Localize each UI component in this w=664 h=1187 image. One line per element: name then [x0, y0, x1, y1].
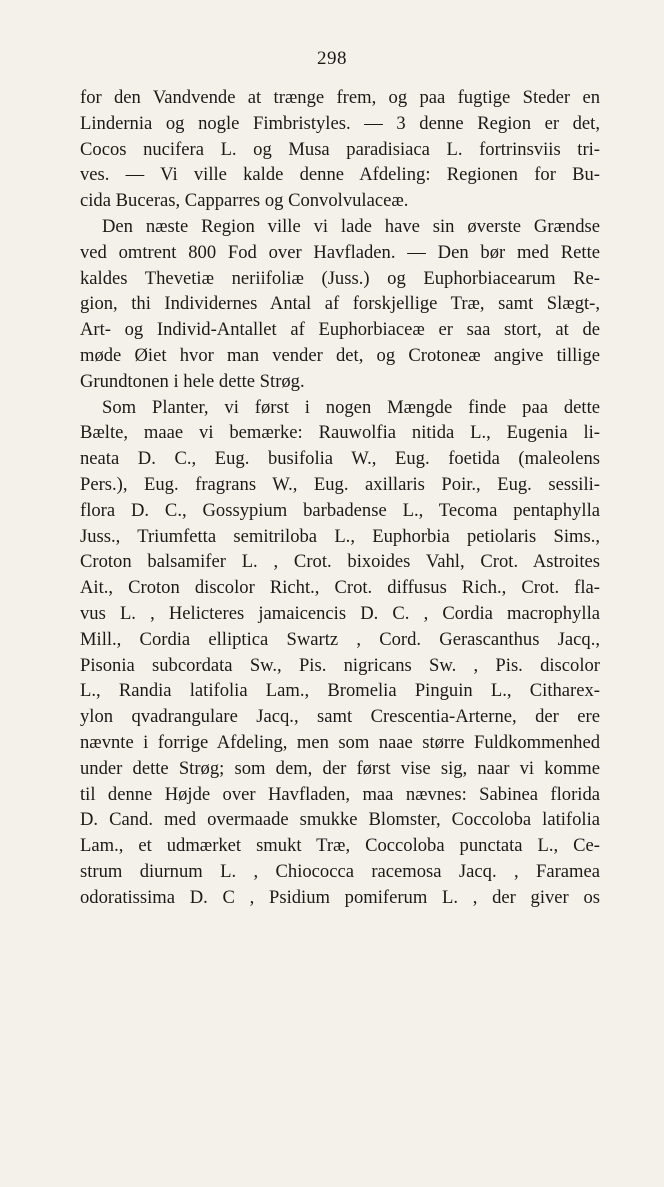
page-number: 298 [317, 48, 347, 69]
text-line: Ait., Croton discolor Richt., Crot. diffusus Rich., Crot. fla- [80, 577, 600, 599]
text-line: ylon qvadrangulare Jacq., samt Crescentia-Arterne, der ere [80, 706, 600, 728]
text-line: vus L. , Helicteres jamaicencis D. C. , Cordia macrophylla [80, 602, 600, 624]
text-line: Pers.), Eug. fragrans W., Eug. axillaris Poir., Eug. sessili- [80, 473, 600, 495]
text-line: Juss., Triumfetta semitriloba L., Euphorbia petiolaris Sims., [80, 525, 600, 547]
text-line: odoratissima D. C , Psidium pomiferum L. , der giver os [80, 886, 600, 908]
text-line: under dette Strøg; som dem, der først vise sig, naar vi komme [80, 757, 600, 779]
text-line: cida Buceras, Capparres og Convolvulaceæ. [80, 190, 409, 212]
text-line: til denne Højde over Havfladen, maa nævnes: Sabinea florida [80, 783, 600, 805]
text-line: Bælte, maae vi bemærke: Rauwolfia nitida L., Eugenia li- [80, 422, 600, 444]
text-line: Den næste Region ville vi lade have sin øverste Grændse [102, 215, 600, 237]
text-line: Croton balsamifer L. , Crot. bixoides Vahl, Crot. Astroites [80, 551, 600, 573]
text-line: Pisonia subcordata Sw., Pis. nigricans Sw. , Pis. discolor [80, 654, 600, 676]
text-line: gion, thi Individernes Antal af forskjellige Træ, samt Slægt-, [80, 293, 600, 315]
text-line: nævnte i forrige Afdeling, men som naae større Fuldkommenhed [80, 731, 600, 753]
text-line: D. Cand. med overmaade smukke Blomster, Coccoloba latifolia [80, 809, 600, 831]
text-line: for den Vandvende at trænge frem, og paa fugtige Steder en [80, 87, 600, 108]
text-line: flora D. C., Gossypium barbadense L., Tecoma pentaphylla [80, 499, 600, 521]
text-line: strum diurnum L. , Chiococca racemosa Jacq. , Faramea [80, 860, 600, 882]
text-line: Art- og Individ-Antallet af Euphorbiaceæ er saa stort, at de [80, 319, 600, 341]
text-line: Som Planter, vi først i nogen Mængde finde paa dette [102, 396, 600, 418]
text-line: Lindernia og nogle Fimbristyles. — 3 denne Region er det, [80, 112, 600, 134]
text-line: L., Randia latifolia Lam., Bromelia Pinguin L., Citharex- [80, 680, 600, 702]
text-line: ved omtrent 800 Fod over Havfladen. — Den bør med Rette [80, 241, 600, 263]
text-line: møde Øiet hvor man vender det, og Crotoneæ angive tillige [80, 344, 600, 366]
text-line: Grundtonen i hele dette Strøg. [80, 370, 305, 392]
body-text [80, 85, 600, 911]
text-line: ves. — Vi ville kalde denne Afdeling: Regionen for Bu- [80, 164, 600, 186]
text-line: kaldes Thevetiæ neriifoliæ (Juss.) og Euphorbiacearum Re- [80, 267, 600, 289]
text-line: Lam., et udmærket smukt Træ, Coccoloba punctata L., Ce- [80, 835, 600, 857]
text-line: Cocos nucifera L. og Musa paradisiaca L. fortrinsviis tri- [80, 138, 600, 160]
text-line: Mill., Cordia elliptica Swartz , Cord. Gerascanthus Jacq., [80, 628, 600, 650]
text-line: neata D. C., Eug. busifolia W., Eug. foetida (maleolens [80, 448, 600, 470]
